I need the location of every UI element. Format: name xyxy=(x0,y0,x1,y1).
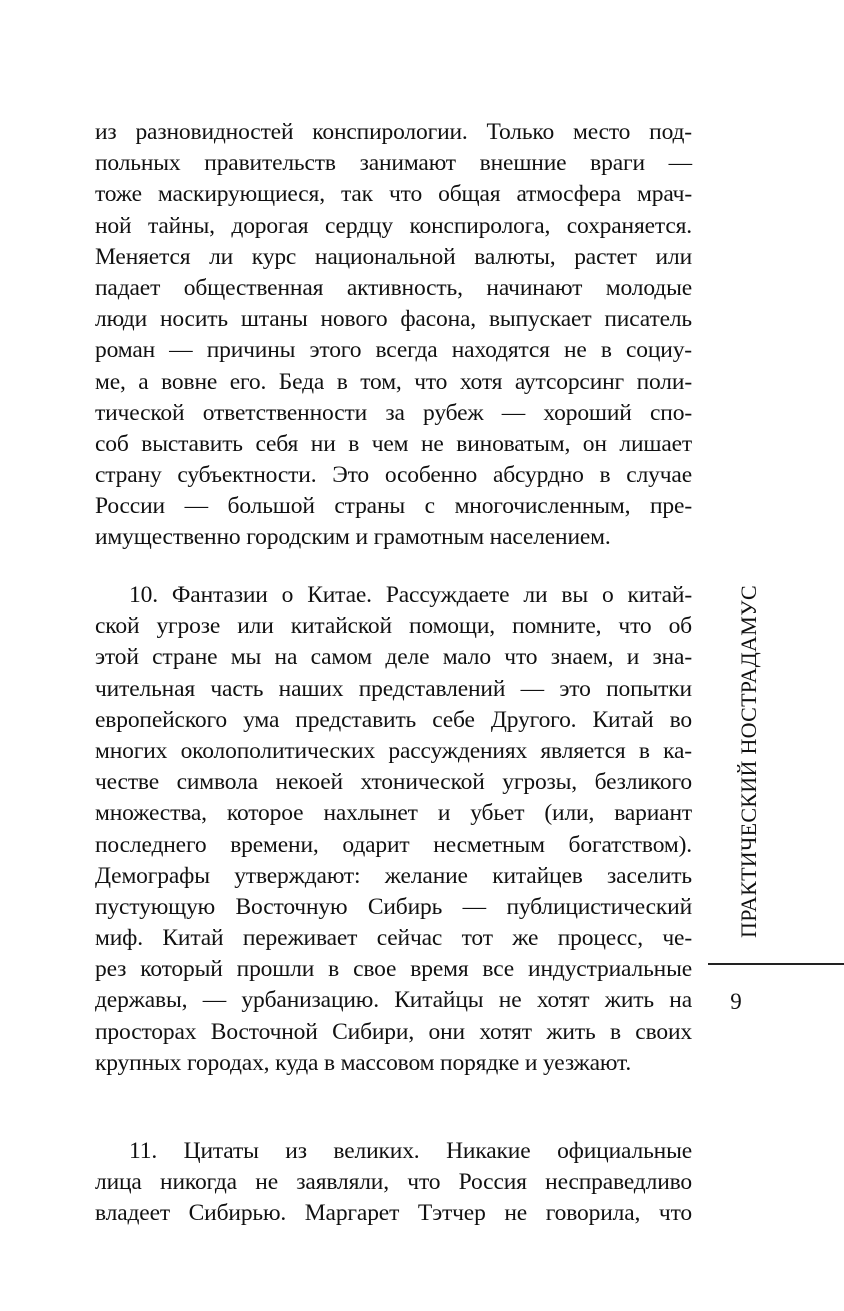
text-line: имущественно городским и грамотным населением. xyxy=(95,524,611,551)
text-line: крупных городах, куда в массовом порядке и уезжают. xyxy=(95,1049,632,1076)
paragraph-china-fantasies xyxy=(95,580,692,1079)
text-line: соб выставить себя ни в чем не виноватым, он лишает xyxy=(95,430,692,457)
paragraph-continuation xyxy=(95,117,692,554)
text-line: польных правительств занимают внешние враги — xyxy=(95,150,692,177)
text-line: 11. Цитаты из великих. Никакие официальные xyxy=(129,1138,692,1164)
text-line: державы, — урбанизацию. Китайцы не хотят жить на xyxy=(95,987,692,1014)
text-line: падает общественная активность, начинают молодые xyxy=(95,274,692,301)
text-line: Меняется ли курс национальной валюты, растет или xyxy=(95,243,692,270)
text-line: европейского ума представить себе Другого. Китай во xyxy=(95,706,692,733)
page-number: 9 xyxy=(730,989,742,1014)
text-line: из разновидностей конспирологии. Только место под- xyxy=(95,119,692,145)
text-line: пустующую Восточную Сибирь — публицистический xyxy=(95,893,692,920)
text-line: страну субъектности. Это особенно абсурдно в случае xyxy=(95,462,692,489)
text-line: России — большой страны с многочисленным, пре- xyxy=(95,493,692,520)
text-line: Демографы утверждают: желание китайцев заселить xyxy=(95,862,692,889)
paragraph-quotes-of-greats xyxy=(95,1136,692,1230)
running-head: ПРАКТИЧЕСКИЙ НОСТРАДАМУС xyxy=(736,585,761,938)
text-line: ской угрозе или китайской помощи, помните, что об xyxy=(95,613,692,640)
text-line: этой стране мы на самом деле мало что знаем, и зна- xyxy=(95,644,692,671)
text-line: роман — причины этого всегда находятся не в социу- xyxy=(95,337,692,364)
margin-rule xyxy=(708,963,844,965)
text-line: чительная часть наших представлений — это попытки xyxy=(95,675,692,702)
text-line: миф. Китай переживает сейчас тот же процесс, че- xyxy=(95,925,692,952)
text-line: ме, а вовне его. Беда в том, что хотя аутсорсинг поли- xyxy=(95,368,692,395)
text-line: множества, которое нахлынет и убьет (или, вариант xyxy=(95,800,692,827)
text-line: честве символа некоей хтонической угрозы, безликого xyxy=(95,769,692,796)
text-line: 10. Фантазии о Китае. Рассуждаете ли вы о китай- xyxy=(129,582,692,608)
text-line: рез который прошли в свое время все индустриальные xyxy=(95,956,692,983)
text-line: ной тайны, дорогая сердцу конспиролога, сохраняется. xyxy=(95,212,692,239)
text-line: тоже маскирующиеся, так что общая атмосфера мрач- xyxy=(95,181,692,208)
text-line: многих околополитических рассуждениях является в ка- xyxy=(95,737,692,764)
text-line: лица никогда не заявляли, что Россия несправедливо xyxy=(95,1169,692,1196)
text-line: последнего времени, одарит несметным богатством). xyxy=(95,831,692,858)
text-line: тической ответственности за рубеж — хороший спо- xyxy=(95,399,692,426)
text-line: люди носить штаны нового фасона, выпускает писатель xyxy=(95,306,692,333)
text-line: владеет Сибирью. Маргарет Тэтчер не говорила, что xyxy=(95,1200,692,1227)
text-line: просторах Восточной Сибири, они хотят жить в своих xyxy=(95,1018,692,1045)
